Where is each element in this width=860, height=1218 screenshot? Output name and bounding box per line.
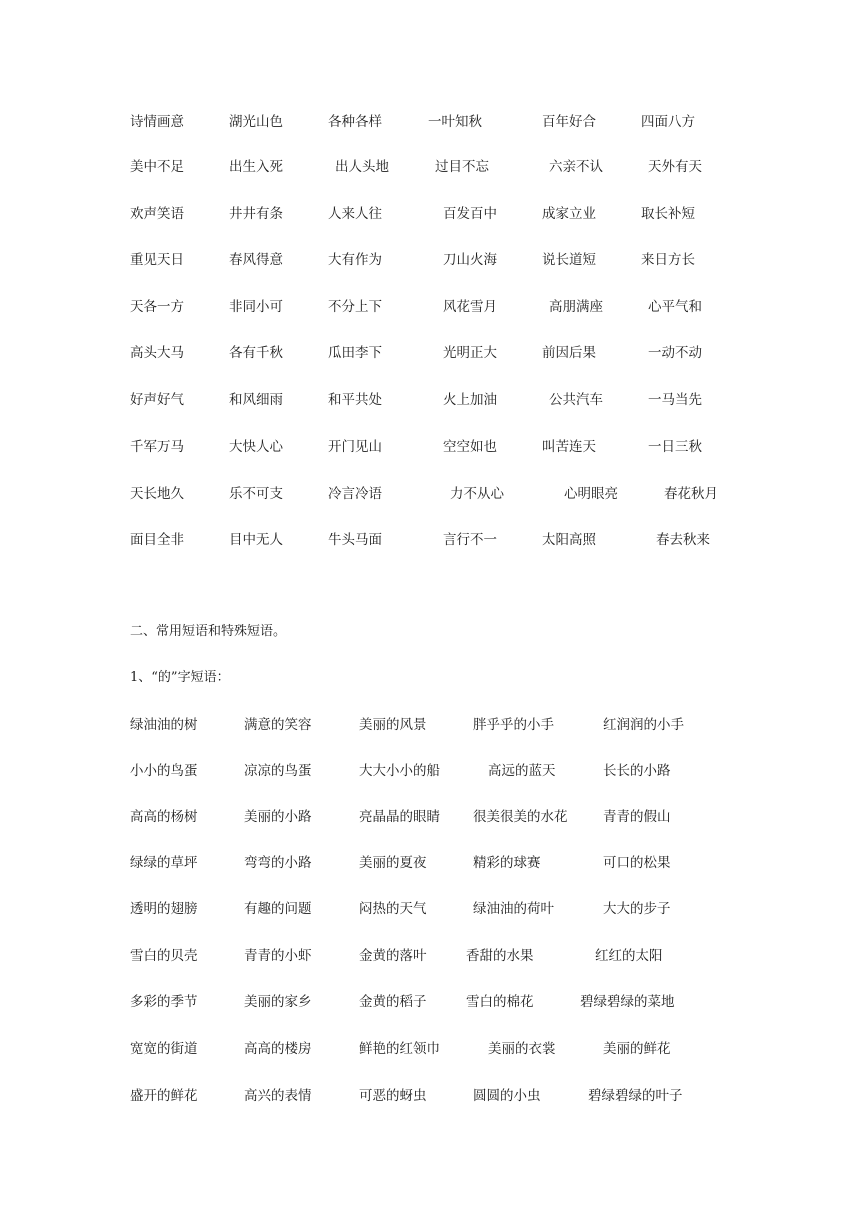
phrase-cell: 雪白的贝壳: [130, 948, 198, 964]
idiom-cell: 开门见山: [328, 439, 382, 455]
idiom-cell: 大快人心: [229, 439, 283, 455]
phrase-row: [0, 1039, 860, 1059]
phrase-cell: 美丽的衣裳: [488, 1041, 556, 1057]
phrase-cell: 可恶的蚜虫: [359, 1088, 427, 1104]
idiom-cell: 一叶知秋: [428, 114, 482, 130]
phrase-row: [0, 853, 860, 873]
idiom-cell: 前因后果: [542, 345, 596, 361]
idiom-cell: 天长地久: [130, 486, 184, 502]
idiom-row: [0, 204, 860, 224]
idiom-cell: 乐不可支: [229, 486, 283, 502]
phrase-cell: 绿绿的草坪: [130, 855, 198, 871]
idiom-cell: 美中不足: [130, 159, 184, 175]
phrase-cell: 青青的假山: [603, 809, 671, 825]
idiom-row: [0, 390, 860, 410]
phrase-cell: 长长的小路: [603, 763, 671, 779]
phrase-cell: 青青的小虾: [244, 948, 312, 964]
phrase-cell: 绿油油的树: [130, 717, 198, 733]
phrase-row: [0, 715, 860, 735]
phrase-cell: 美丽的家乡: [244, 994, 312, 1010]
phrase-row: [0, 899, 860, 919]
idiom-cell: 来日方长: [641, 252, 695, 268]
subsection-1-title: 1、“的”字短语：: [130, 670, 230, 685]
idiom-cell: 心明眼亮: [564, 486, 618, 502]
idiom-cell: 好声好气: [130, 392, 184, 408]
idiom-cell: 井井有条: [229, 206, 283, 222]
phrase-cell: 宽宽的街道: [130, 1041, 198, 1057]
idiom-cell: 面目全非: [130, 532, 184, 548]
phrase-cell: 美丽的风景: [359, 717, 427, 733]
idiom-cell: 风花雪月: [443, 299, 497, 315]
phrase-cell: 红润润的小手: [603, 717, 684, 733]
phrase-cell: 高兴的表情: [244, 1088, 312, 1104]
phrase-cell: 闷热的天气: [359, 901, 427, 917]
phrase-cell: 可口的松果: [603, 855, 671, 871]
phrase-cell: 金黄的落叶: [359, 948, 427, 964]
idiom-cell: 光明正大: [443, 345, 497, 361]
idiom-cell: 六亲不认: [549, 159, 603, 175]
idiom-cell: 说长道短: [542, 252, 596, 268]
phrase-cell: 美丽的小路: [244, 809, 312, 825]
phrase-cell: 高高的楼房: [244, 1041, 312, 1057]
phrase-cell: 鲜艳的红领巾: [359, 1041, 440, 1057]
idiom-cell: 一马当先: [648, 392, 702, 408]
idiom-cell: 取长补短: [641, 206, 695, 222]
idiom-cell: 成家立业: [542, 206, 596, 222]
phrase-cell: 高高的杨树: [130, 809, 198, 825]
idiom-row: [0, 484, 860, 504]
phrase-row: [0, 761, 860, 781]
idiom-cell: 百年好合: [542, 114, 596, 130]
phrase-cell: 大大小小的船: [359, 763, 440, 779]
section-2-title: 二、常用短语和特殊短语。: [130, 624, 287, 639]
phrase-cell: 小小的鸟蛋: [130, 763, 198, 779]
idiom-cell: 过目不忘: [435, 159, 489, 175]
idiom-cell: 各种各样: [328, 114, 382, 130]
phrase-cell: 绿油油的荷叶: [473, 901, 554, 917]
phrase-cell: 美丽的鲜花: [603, 1041, 671, 1057]
idiom-cell: 出人头地: [335, 159, 389, 175]
phrase-cell: 凉凉的鸟蛋: [244, 763, 312, 779]
idiom-cell: 百发百中: [443, 206, 497, 222]
idiom-cell: 力不从心: [450, 486, 504, 502]
idiom-row: [0, 437, 860, 457]
idiom-row: [0, 343, 860, 363]
phrase-cell: 弯弯的小路: [244, 855, 312, 871]
phrase-cell: 圆圆的小虫: [473, 1088, 541, 1104]
idiom-cell: 诗情画意: [130, 114, 184, 130]
idiom-cell: 公共汽车: [549, 392, 603, 408]
idiom-cell: 大有作为: [328, 252, 382, 268]
phrase-cell: 香甜的水果: [466, 948, 534, 964]
idiom-cell: 空空如也: [443, 439, 497, 455]
phrase-cell: 高远的蓝天: [488, 763, 556, 779]
idiom-cell: 春花秋月: [664, 486, 718, 502]
phrase-cell: 多彩的季节: [130, 994, 198, 1010]
idiom-cell: 春风得意: [229, 252, 283, 268]
phrase-cell: 碧绿碧绿的叶子: [588, 1088, 683, 1104]
idiom-row: [0, 297, 860, 317]
idiom-row: [0, 157, 860, 177]
idiom-cell: 目中无人: [229, 532, 283, 548]
phrase-cell: 很美很美的水花: [473, 809, 568, 825]
idiom-cell: 瓜田李下: [328, 345, 382, 361]
phrase-cell: 透明的翅膀: [130, 901, 198, 917]
idiom-cell: 春去秋来: [656, 532, 710, 548]
phrase-cell: 金黄的稻子: [359, 994, 427, 1010]
idiom-cell: 出生入死: [229, 159, 283, 175]
idiom-cell: 高朋满座: [549, 299, 603, 315]
idiom-cell: 太阳高照: [542, 532, 596, 548]
idiom-cell: 言行不一: [443, 532, 497, 548]
phrase-cell: 胖乎乎的小手: [473, 717, 554, 733]
idiom-cell: 一动不动: [648, 345, 702, 361]
idiom-cell: 非同小可: [229, 299, 283, 315]
idiom-cell: 人来人往: [328, 206, 382, 222]
phrase-cell: 满意的笑容: [244, 717, 312, 733]
idiom-cell: 四面八方: [641, 114, 695, 130]
phrase-cell: 红红的太阳: [595, 948, 663, 964]
phrase-cell: 大大的步子: [603, 901, 671, 917]
phrase-row: [0, 807, 860, 827]
idiom-cell: 火上加油: [443, 392, 497, 408]
phrase-cell: 有趣的问题: [244, 901, 312, 917]
idiom-cell: 和平共处: [328, 392, 382, 408]
idiom-cell: 各有千秋: [229, 345, 283, 361]
idiom-cell: 不分上下: [328, 299, 382, 315]
idiom-cell: 天外有天: [648, 159, 702, 175]
idiom-cell: 一日三秋: [648, 439, 702, 455]
idiom-cell: 和风细雨: [229, 392, 283, 408]
phrase-cell: 碧绿碧绿的菜地: [580, 994, 675, 1010]
phrase-row: [0, 992, 860, 1012]
phrase-cell: 美丽的夏夜: [359, 855, 427, 871]
idiom-cell: 牛头马面: [328, 532, 382, 548]
idiom-cell: 心平气和: [648, 299, 702, 315]
phrase-cell: 亮晶晶的眼睛: [359, 809, 440, 825]
idiom-cell: 欢声笑语: [130, 206, 184, 222]
idiom-cell: 重见天日: [130, 252, 184, 268]
idiom-row: [0, 112, 860, 132]
phrase-cell: 精彩的球赛: [473, 855, 541, 871]
idiom-cell: 千军万马: [130, 439, 184, 455]
idiom-cell: 冷言冷语: [328, 486, 382, 502]
idiom-cell: 叫苦连天: [542, 439, 596, 455]
idiom-cell: 天各一方: [130, 299, 184, 315]
phrase-cell: 盛开的鲜花: [130, 1088, 198, 1104]
idiom-cell: 湖光山色: [229, 114, 283, 130]
phrase-row: [0, 1086, 860, 1106]
idiom-cell: 高头大马: [130, 345, 184, 361]
idiom-row: [0, 530, 860, 550]
phrase-cell: 雪白的棉花: [466, 994, 534, 1010]
idiom-cell: 刀山火海: [443, 252, 497, 268]
phrase-row: [0, 946, 860, 966]
idiom-row: [0, 250, 860, 270]
